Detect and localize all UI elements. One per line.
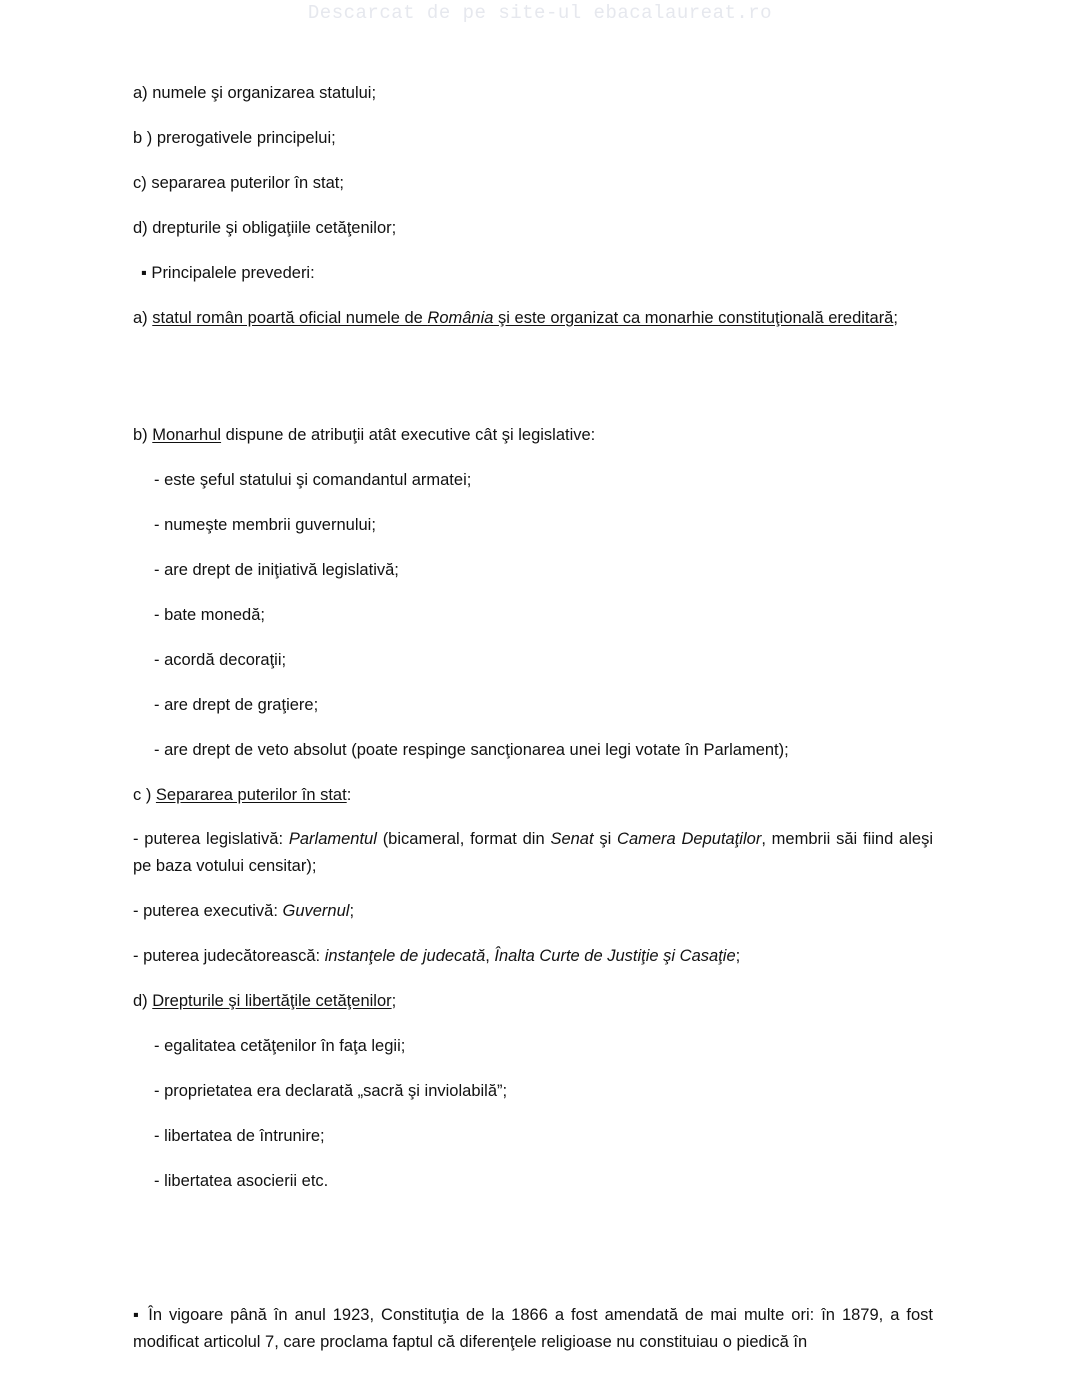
text-segment: - puterea judecătorească:: [133, 947, 325, 965]
text-line: [133, 305, 933, 332]
text-segment: Monarhul: [152, 426, 222, 444]
text-segment: Separarea puterilor în stat: [155, 786, 347, 804]
text-segment: Camera Deputaţilor: [617, 830, 762, 848]
text-segment: (bicameral, format din: [376, 830, 551, 848]
text-segment: şi: [593, 830, 618, 848]
text-segment: c) separarea puterilor în stat;: [133, 174, 344, 192]
text-segment: ;: [391, 992, 397, 1010]
text-segment: b): [133, 426, 153, 444]
text-line: [133, 170, 933, 197]
text-segment: b ) prerogativele principelui;: [133, 129, 336, 147]
text-line: [154, 647, 954, 674]
text-line: [133, 898, 933, 925]
text-segment: , membrii săi fiind aleşi pe baza votului censitar);: [133, 830, 933, 875]
text-line: [141, 260, 941, 287]
text-segment: ;: [735, 947, 741, 965]
text-line: [154, 1033, 954, 1060]
text-line: [133, 988, 933, 1015]
text-line: [133, 125, 933, 152]
text-line: [154, 467, 954, 494]
text-segment: - are drept de graţiere;: [154, 696, 319, 714]
text-segment: - puterea executivă:: [133, 902, 283, 920]
text-segment: - acordă decoraţii;: [154, 651, 287, 669]
text-segment: şi este organizat ca monarhie constituţională ereditară: [493, 309, 894, 327]
text-segment: ▪ Principalele prevederi:: [141, 264, 315, 282]
text-line: [154, 737, 954, 764]
text-segment: - puterea legislativă:: [133, 830, 289, 848]
text-line: [133, 422, 933, 449]
text-segment: :: [346, 786, 352, 804]
text-segment: dispune de atribuţii atât executive cât şi legislative:: [221, 426, 596, 444]
text-line: [133, 943, 933, 970]
text-segment: Drepturile şi libertăţile cetăţenilor: [152, 992, 392, 1010]
text-segment: - este şeful statului şi comandantul armatei;: [154, 471, 472, 489]
text-segment: d): [133, 992, 153, 1010]
text-segment: a) numele şi organizarea statului;: [133, 84, 377, 102]
text-segment: ,: [485, 947, 495, 965]
text-segment: d) drepturile şi obligaţiile cetăţenilor;: [133, 219, 397, 237]
text-segment: Guvernul: [282, 902, 350, 920]
text-line: [154, 557, 954, 584]
text-segment: ▪ În vigoare până în anul 1923, Constituţia de la 1866 a fost amendată de mai multe ori: în 1879, a fost modificat articolul 7, care proclama faptul că diferenţele religioase nu constituiau o piedică în: [133, 1306, 933, 1351]
watermark: Descarcat de pe site-ul ebacalaureat.ro: [307, 2, 773, 24]
text-segment: Înalta Curte de Justiţie şi Casaţie: [494, 947, 736, 965]
text-line: [154, 1078, 954, 1105]
text-line: [133, 80, 933, 107]
text-segment: - libertatea de întrunire;: [154, 1127, 325, 1145]
text-segment: Parlamentul: [288, 830, 377, 848]
text-line: [133, 782, 933, 809]
text-line: [154, 1168, 954, 1195]
text-segment: - numeşte membrii guvernului;: [154, 516, 376, 534]
text-segment: - proprietatea era declarată „sacră şi inviolabilă”;: [154, 1082, 508, 1100]
text-line: [133, 826, 933, 880]
text-segment: instanţele de judecată: [324, 947, 486, 965]
text-segment: statul român poartă oficial numele de: [152, 309, 428, 327]
text-segment: a): [133, 309, 153, 327]
text-line: [133, 215, 933, 242]
text-line: [154, 1123, 954, 1150]
text-segment: - are drept de veto absolut (poate respinge sancţionarea unei legi votate în Parlament);: [154, 741, 789, 759]
text-segment: - egalitatea cetăţenilor în faţa legii;: [154, 1037, 406, 1055]
text-line: [154, 512, 954, 539]
text-segment: - bate monedă;: [154, 606, 265, 624]
text-line: [133, 1302, 933, 1356]
text-segment: - libertatea asocierii etc.: [154, 1172, 329, 1190]
text-segment: - are drept de iniţiativă legislativă;: [154, 561, 399, 579]
text-segment: c ): [133, 786, 156, 804]
text-segment: ;: [349, 902, 355, 920]
text-segment: România: [427, 309, 494, 327]
text-line: [154, 602, 954, 629]
text-segment: ;: [893, 309, 898, 327]
text-line: [154, 692, 954, 719]
text-segment: Senat: [550, 830, 594, 848]
